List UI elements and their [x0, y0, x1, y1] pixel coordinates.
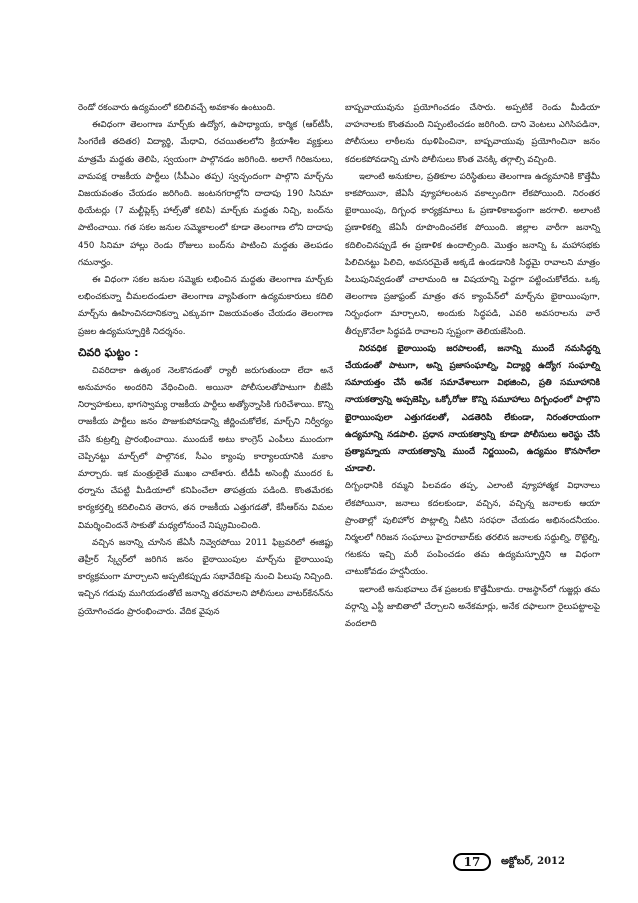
paragraph: ఇలాంటి అనుభవాలు దేశ ప్రజలకు కొత్తేమీకాదు. రాజస్థాన్‌లో గుజ్జర్లు తమ వర్గాన్ని ఎస్టీ జాబితాలో చేర్చాలని అనేకమార్లు, అనేక దఫాలుగా రైలుపట్టాలపై వందలాది	[345, 584, 600, 630]
section-heading: చివరి ఘట్టం :	[78, 345, 139, 359]
paragraph: దిగ్బంధానికి రమ్మని పిలవడం తప్ప, ఎలాంటి వ్యూహాత్మక విధానాలు లేకపోయినా, జనాలు కదలకుండా, వచ్చిన, వచ్చిన్న జనాలకు ఆయా ప్రాంతాల్లో పులిహోర పొట్లాల్ని నీటిని సరఫరా చేయడం అభినందనీయం. నిర్మలలో గిరిజన సంఘాలు హైదరాబాద్‌కు తరలిన జనాలకు సద్దుల్ని, రొట్టెల్ని, గటకను ఇచ్చి మరీ పంపించడం తమ ఉద్యమస్ఫూర్తిని ఆ విధంగా చాటుకోవడం హర్షనీయం.	[345, 481, 600, 578]
issue-date: అక్టోబర్, 2012	[501, 856, 565, 867]
paragraph: ఈ విధంగా సకల జనుల సమ్మెకు లభించిన మద్దతు తెలంగాణ మార్చ్‌కు లభించకున్నా చీమలదండులా తెలంగాణ వ్యాపితంగా ఉద్యమకారులు కదిలి మార్చ్‌ను ఊహించినదానికన్నా ఎక్కువగా విజయవంతం చేయడం తెలంగాణ ప్రజల ఉద్యమస్ఫూర్తికి నిదర్శనం.	[78, 275, 333, 337]
paragraph: చివరిదాకా ఉత్కంఠ నెలకొనడంతో ర్యాలీ జరుగుతుందా లేదా అనే అనుమానం అందరిని వేధించింది. అయినా పోలీసులతోపాటుగా బీజేపీ నిర్వాహకులు, భాగస్వామ్య రాజకీయ పార్టీలు అత్యోన్నాసికి గురిచేశాయి. కొన్ని రాజకీయ పార్టీలు జనం పొజుకుపోవడాన్ని జీర్ణించుకోలేక, మార్చ్‌ని నిర్వీర్యం చేసే కుట్రల్ని ప్రారంభించాయి. ముందుకే అటు కాంగ్రెస్ ఎంపీలు ముందుగా చెప్పినట్టు మార్చ్‌లో పాల్గొనక, సీఎం క్యాంపు కార్యాలయానికి మకాం మార్చారు. ఇక మంత్రులైతే ముఖం చాటేశారు. టీడీపీ అసెంబ్లీ ముందర ఓ ధర్నాను చేపట్టి మీడియాలో కనిపించేలా తాపత్రయ పడింది. కొంతమేరకు కార్యకర్తల్ని కదిలించిన తెరాస, తన రాజకీయ ఎత్తుగడతో, కేసీఆర్‌ను విమల విమర్శించిందనే సాకుతో మధ్యలోనుంచే నిష్క్రమించింది.	[78, 365, 333, 531]
left-column	[78, 100, 333, 621]
page-number: 17	[453, 853, 491, 871]
paragraph: ఇలాంటి అనుకూల, ప్రతికూల పరిస్థితులు తెలంగాణ ఉద్యమానికి కొత్తేమీ కాకపోయినా, జేఏసీ వ్యూహాలంటన వకాల్పందిగా లేకపోయింది. నిరంతర భైఠాయింపు, దిగ్బంధ కార్యక్రమాలు ఓ ప్రణాళికాబద్ధంగా జరగాలి. అలాంటి ప్రణాళికల్ని జేఏసీ రూపొందించలేక పోయింది. జిల్లాల వారీగా జనాన్ని కదిలించినప్పుడే ఈ ప్రణాళిక ఉందాల్సింది. మొత్తం జనాన్ని ఓ మహాసభకు పిలిచినట్టు పిలిచి, అవసరమైతే అక్కడే ఉండడానికి సిద్ధమై రావాలని మాత్రం పిలుపునివ్వడంతో చాలామంది ఆ విషయాన్ని పెద్దగా పట్టించుకోలేదు. ఒక్క తెలంగాణ ప్రజాఫ్రంట్ మాత్రం తన క్యాంపేన్‌లో మార్చ్‌ను భైఠాయింపుగా, నిర్బంధంగా మార్చాలని, అందుకు సిద్ధపడి, ఎవరి అవసరాలను వారే తీర్చుకొనేలా సిద్ధపడి రావాలని స్పష్టంగా తెలియజేసింది.	[345, 171, 600, 337]
paragraph: వచ్చిన జనాన్ని చూసిన జేఏసీ నివ్వెరపోయి 2011 ఫిబ్రవరిలో ఈజిప్టు తెహ్రీర్ స్క్వేర్‌లో జరిగిన జనం భైఠాయింపుల మార్చ్‌ను భైఠాయింపు కార్యక్రమంగా మార్చాలని అప్పటికప్పుడు సభావేదికపై నుంచి పిలుపు నిచ్చింది. ఇచ్చిన గడువు ముగియడంతోటే జనాన్ని తరమాలని పోలీసులు వాటర్‌కేనన్‌ను ప్రయోగించడం ప్రారంభించారు. వేదిక వైపున	[78, 537, 333, 617]
right-column	[345, 100, 600, 633]
page-footer	[453, 852, 565, 872]
paragraph: నిరవధిక భైఠాయింపు జరపాలంటే, జనాన్ని ముందే నమసిద్ధర్ని చేయడంతో పాటుగా, అన్ని ప్రజాసంఘాల్ని, విద్యార్థి ఉద్యోగ సంఘాల్ని సమాయత్తం చేసే అనేక సమావేశాలుగా విభజించి, ప్రతి సమూహానికి నాయకత్వాన్ని అప్పజెప్పి, ఒక్కోరోజు కొన్ని సమూహాలు దిగ్బంధంలో పాల్గొని భైరాయింపులా ఎత్తుగడలతో, ఎడతెరిపి లేకుండా, నిరంతరాయంగా ఉద్యమాన్ని నడపాలి. ప్రధాన నాయకత్వాన్ని కూడా పోలీసులు అరెస్టు చేసే ప్రత్యామ్నాయ నాయకత్వాన్ని ముందే నిర్ణయించి, ఉద్యమం కొనసాగేలా చూడాలి.	[345, 343, 600, 475]
paragraph: రెండో రకంవారు ఉద్యమంలో కదిలివచ్చే అవకాశం ఉంటుంది.	[78, 103, 276, 113]
paragraph: బాష్పవాయువును ప్రయోగించడం చేసారు. అప్పటికే రెండు మీడియా వాహనాలకు కొంతమంది నిప్పంటించడం జరిగింది. దాని వెంటలు ఎగిసిపడినా, పోలీసులు లాఠీలను ఝళిపించినా, బాష్పవాయువు ప్రయోగించినా జనం కదలకపోవడాన్ని చూసి పోలీసులు కొంత వెనక్కి తగ్గాల్సి వచ్చింది.	[345, 103, 600, 165]
paragraph: ఈవిధంగా తెలంగాణ మార్చ్‌కు ఉద్యోగ, ఉపాధ్యాయ, కార్మిక (ఆర్‌టీసీ, సింగరేణి తదితర) విద్యార్థి, మేధావి, రచయితలలోని క్రియాశీల వ్యక్తులు మాత్రమే మద్దతు తెలిపి, స్వయంగా పాల్గొనడం జరిగింది. అలాగే గిరిజనులు, వామపక్ష రాజకీయ పార్టీలు (సీపీఎం తప్ప) స్వచ్ఛందంగా పాల్గొని మార్చ్‌ను విజయవంతం చేయడం జరిగింది. జంటనగరాల్లోని దాదాపు 190 సినిమా థియేటర్లు (7 మల్టీప్లెక్స్ హాల్స్‌తో కలిపి) మార్చ్‌కు మద్దతు నిచ్చి, బంద్‌ను పాటించాయి. గత సకల జనుల సమ్మెకాలంలో కూడా తెలంగాణ లోని దాదాపు 450 సినిమా హాల్లు రెండు రోజులు బంద్‌ను పాటించి మద్దతు తెలపడం గమనార్హం.	[78, 120, 333, 268]
